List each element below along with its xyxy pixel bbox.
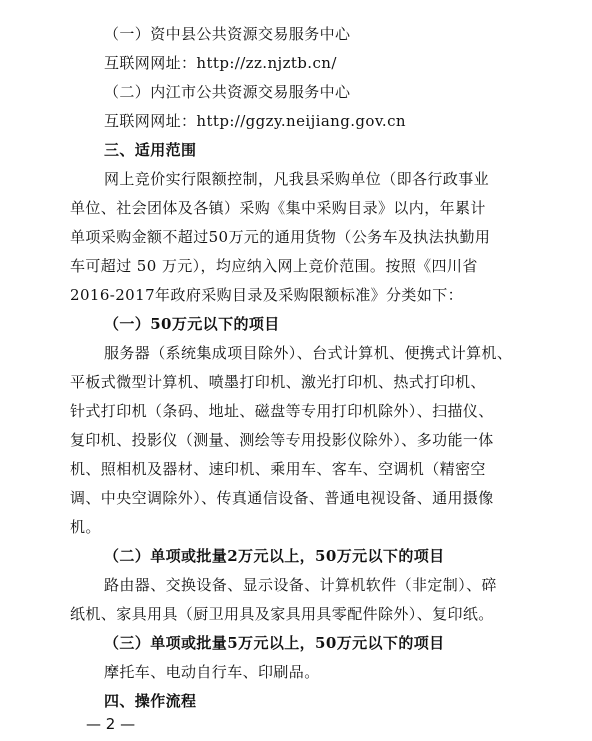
scope-paragraph-line-1: 网上竞价实行限额控制，凡我县采购单位（即各行政事业 <box>104 170 490 188</box>
section-scope-heading: 三、适用范围 <box>104 141 197 159</box>
subsection-1-line-6: 调、中央空调除外）、传真通信设备、普通电视设备、通用摄像 <box>70 489 494 507</box>
subsection-1-line-3: 针式打印机（条码、地址、磁盘等专用打印机除外）、扫描仪、 <box>70 402 494 420</box>
zizhong-website-line: 互联网网址：http://zz.njztb.cn/ <box>104 54 337 72</box>
scope-paragraph-line-4: 车可超过 50 万元），均应纳入网上竞价范围。按照《四川省 <box>70 257 478 275</box>
subsection-1-line-1: 服务器（系统集成项目除外）、台式计算机、便携式计算机、 <box>104 344 513 362</box>
subsection-2-line-1: 路由器、交换设备、显示设备、计算机软件（非定制）、碎 <box>104 576 497 594</box>
subsection-2-heading: （二）单项或批量2万元以上，50万元以下的项目 <box>104 547 445 565</box>
page-number-footer: — 2 — <box>86 715 136 733</box>
center-neijiang-heading: （二）内江市公共资源交易服务中心 <box>104 83 351 101</box>
subsection-1-line-5: 机、照相机及器材、速印机、乘用车、客车、空调机（精密空 <box>70 460 486 478</box>
subsection-1-line-4: 复印机、投影仪（测量、测绘等专用投影仪除外）、多功能一体 <box>70 431 494 449</box>
scope-paragraph-line-5: 2016-2017年政府采购目录及采购限额标准》分类如下： <box>70 286 464 304</box>
neijiang-website-line: 互联网网址：http://ggzy.neijiang.gov.cn <box>104 112 406 130</box>
subsection-3-heading: （三）单项或批量5万元以上，50万元以下的项目 <box>104 634 445 652</box>
subsection-2-line-2: 纸机、家具用具（厨卫用具及家具用具零配件除外）、复印纸。 <box>70 605 494 623</box>
center-zizhong-heading: （一）资中县公共资源交易服务中心 <box>104 25 351 43</box>
scope-paragraph-line-2: 单位、社会团体及各镇）采购《集中采购目录》以内，年累计 <box>70 199 486 217</box>
subsection-3-line-1: 摩托车、电动自行车、印刷品。 <box>104 663 320 681</box>
section-procedure-heading: 四、操作流程 <box>104 692 197 710</box>
scope-paragraph-line-3: 单项采购金额不超过50万元的通用货物（公务车及执法执勤用 <box>70 228 491 246</box>
subsection-1-heading: （一）50万元以下的项目 <box>104 315 280 333</box>
subsection-1-line-2: 平板式微型计算机、喷墨打印机、激光打印机、热式打印机、 <box>70 373 486 391</box>
subsection-1-line-7: 机。 <box>70 518 101 536</box>
